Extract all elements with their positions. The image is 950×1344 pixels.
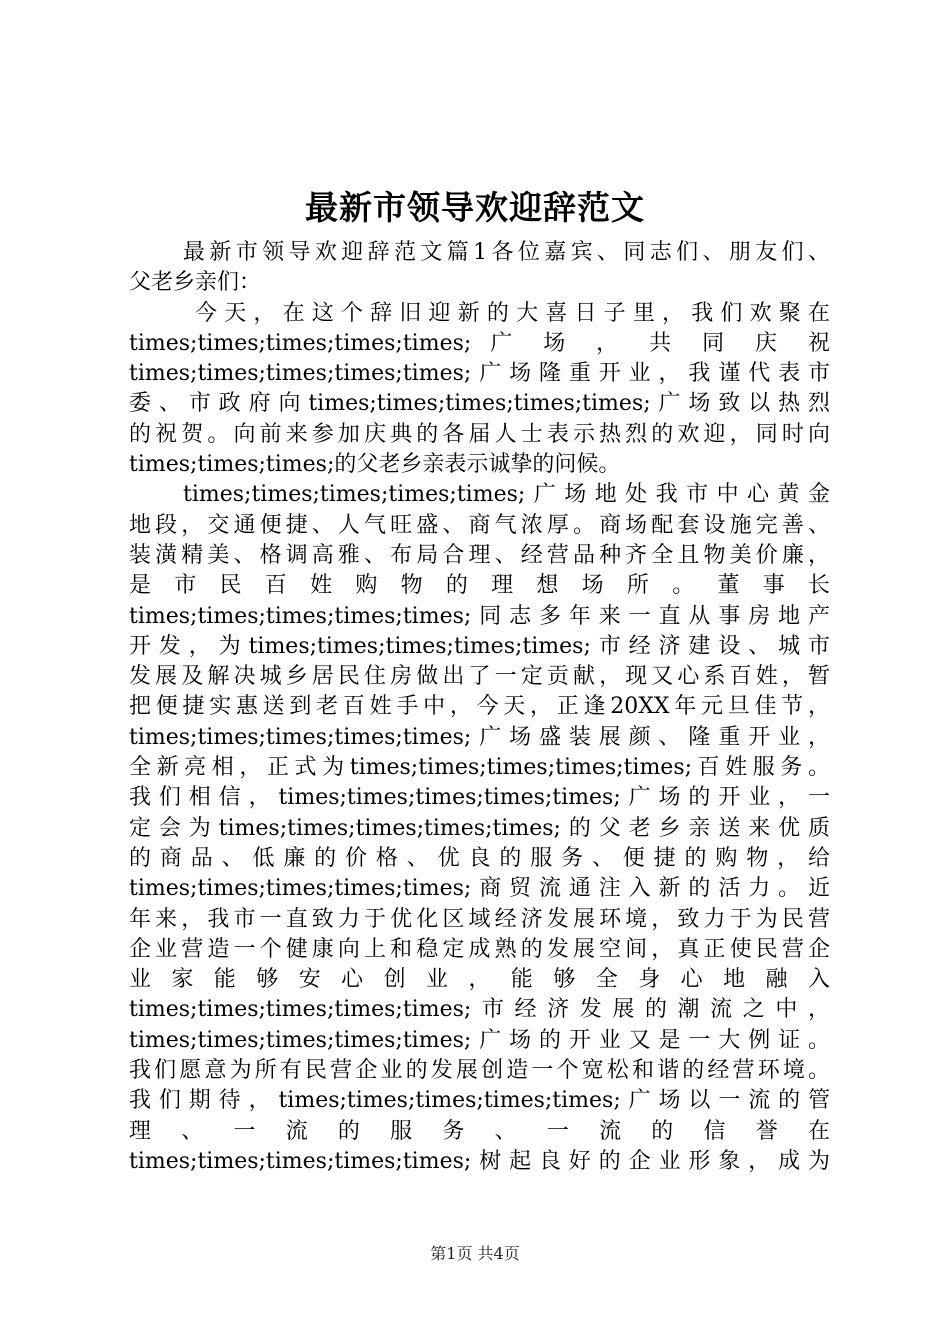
text-line: 最新市领导欢迎辞范文篇1各位嘉宾、同志们、朋友们、 [183, 240, 830, 265]
page-number: 第1页 共4页 [430, 1244, 520, 1263]
text-line: 我们愿意为所有民营企业的发展创造一个宽松和谐的经营环境。 [129, 1058, 830, 1084]
text-line: 的商品、低廉的价格、优良的服务、便捷的购物，给 [129, 845, 830, 871]
text-line: times;times;times;times;times;广场隆重开业，我谨代表市 [129, 361, 830, 387]
text-line: 业 家 能 够 安 心 创 业 ， 能 够 全 身 心 地 融 入 [129, 967, 830, 993]
text-line: 理 、 一 流 的 服 务 、 一 流 的 信 誉 在 [129, 1118, 830, 1144]
text-line: 把便捷实惠送到老百姓手中，今天，正逢20XX年元旦佳节， [129, 694, 830, 720]
text-line: 开发，为times;times;times;times;times;市经济建设、城市 [129, 633, 830, 659]
text-line: times;times;times;times;times;同志多年来一直从事房地产 [129, 603, 830, 629]
text-line: 地段，交通便捷、人气旺盛、商气浓厚。商场配套设施完善、 [129, 512, 830, 538]
text-line: 年来，我市一直致力于优化区域经济发展环境，致力于为民营 [129, 906, 830, 932]
text-line: 全新亮相，正式为times;times;times;times;times;百姓服务。 [129, 755, 830, 781]
text-line: 我们相信，times;times;times;times;times;广场的开业，一 [129, 785, 830, 811]
text-line: 是 市 民 百 姓 购 物 的 理 想 场 所 。 董 事 长 [129, 573, 830, 599]
text-line: times;times;times;times;times;广场盛装展颜、隆重开业， [129, 724, 830, 750]
text-line: 的祝贺。向前来参加庆典的各届人士表示热烈的欢迎，同时向 [129, 421, 830, 447]
text-line: 父老乡亲们： [129, 270, 262, 296]
text-line: times;times;times;times;times; 广 场 ， 共 同 庆 祝 [129, 330, 830, 356]
text-line: times;times;times;times;times;广场地处我市中心黄金 [183, 482, 830, 508]
document-title: 最新市领导欢迎辞范文 [305, 188, 645, 227]
text-line: 装潢精美、格调高雅、布局合理、经营品种齐全且物美价廉， [129, 542, 830, 568]
text-line: 我们期待，times;times;times;times;times;广场以一流的管 [129, 1088, 830, 1114]
text-line: times;times;times;times;times;商贸流通注入新的活力。近 [129, 876, 830, 902]
text-line: 企业营造一个健康向上和稳定成熟的发展空间，真正使民营企 [129, 936, 830, 962]
text-line: 今天，在这个辞旧迎新的大喜日子里，我们欢聚在 [195, 300, 830, 326]
document-body [129, 238, 830, 1177]
text-line: 发展及解决城乡居民住房做出了一定贡献，现又心系百姓，暂 [129, 664, 830, 690]
text-line: times;times;times;times;times;树起良好的企业形象，成为 [129, 1148, 830, 1174]
text-line: times;times;times;times;times;市经济发展的潮流之中， [129, 997, 830, 1023]
text-line: times;times;times;的父老乡亲表示诚挚的问候。 [129, 452, 621, 478]
text-line: 委、市政府向times;times;times;times;times;广场致以热烈 [129, 391, 830, 417]
text-line: times;times;times;times;times;广场的开业又是一大例证。 [129, 1027, 830, 1053]
text-line: 定会为times;times;times;times;times;的父老乡亲送来优质 [129, 815, 830, 841]
